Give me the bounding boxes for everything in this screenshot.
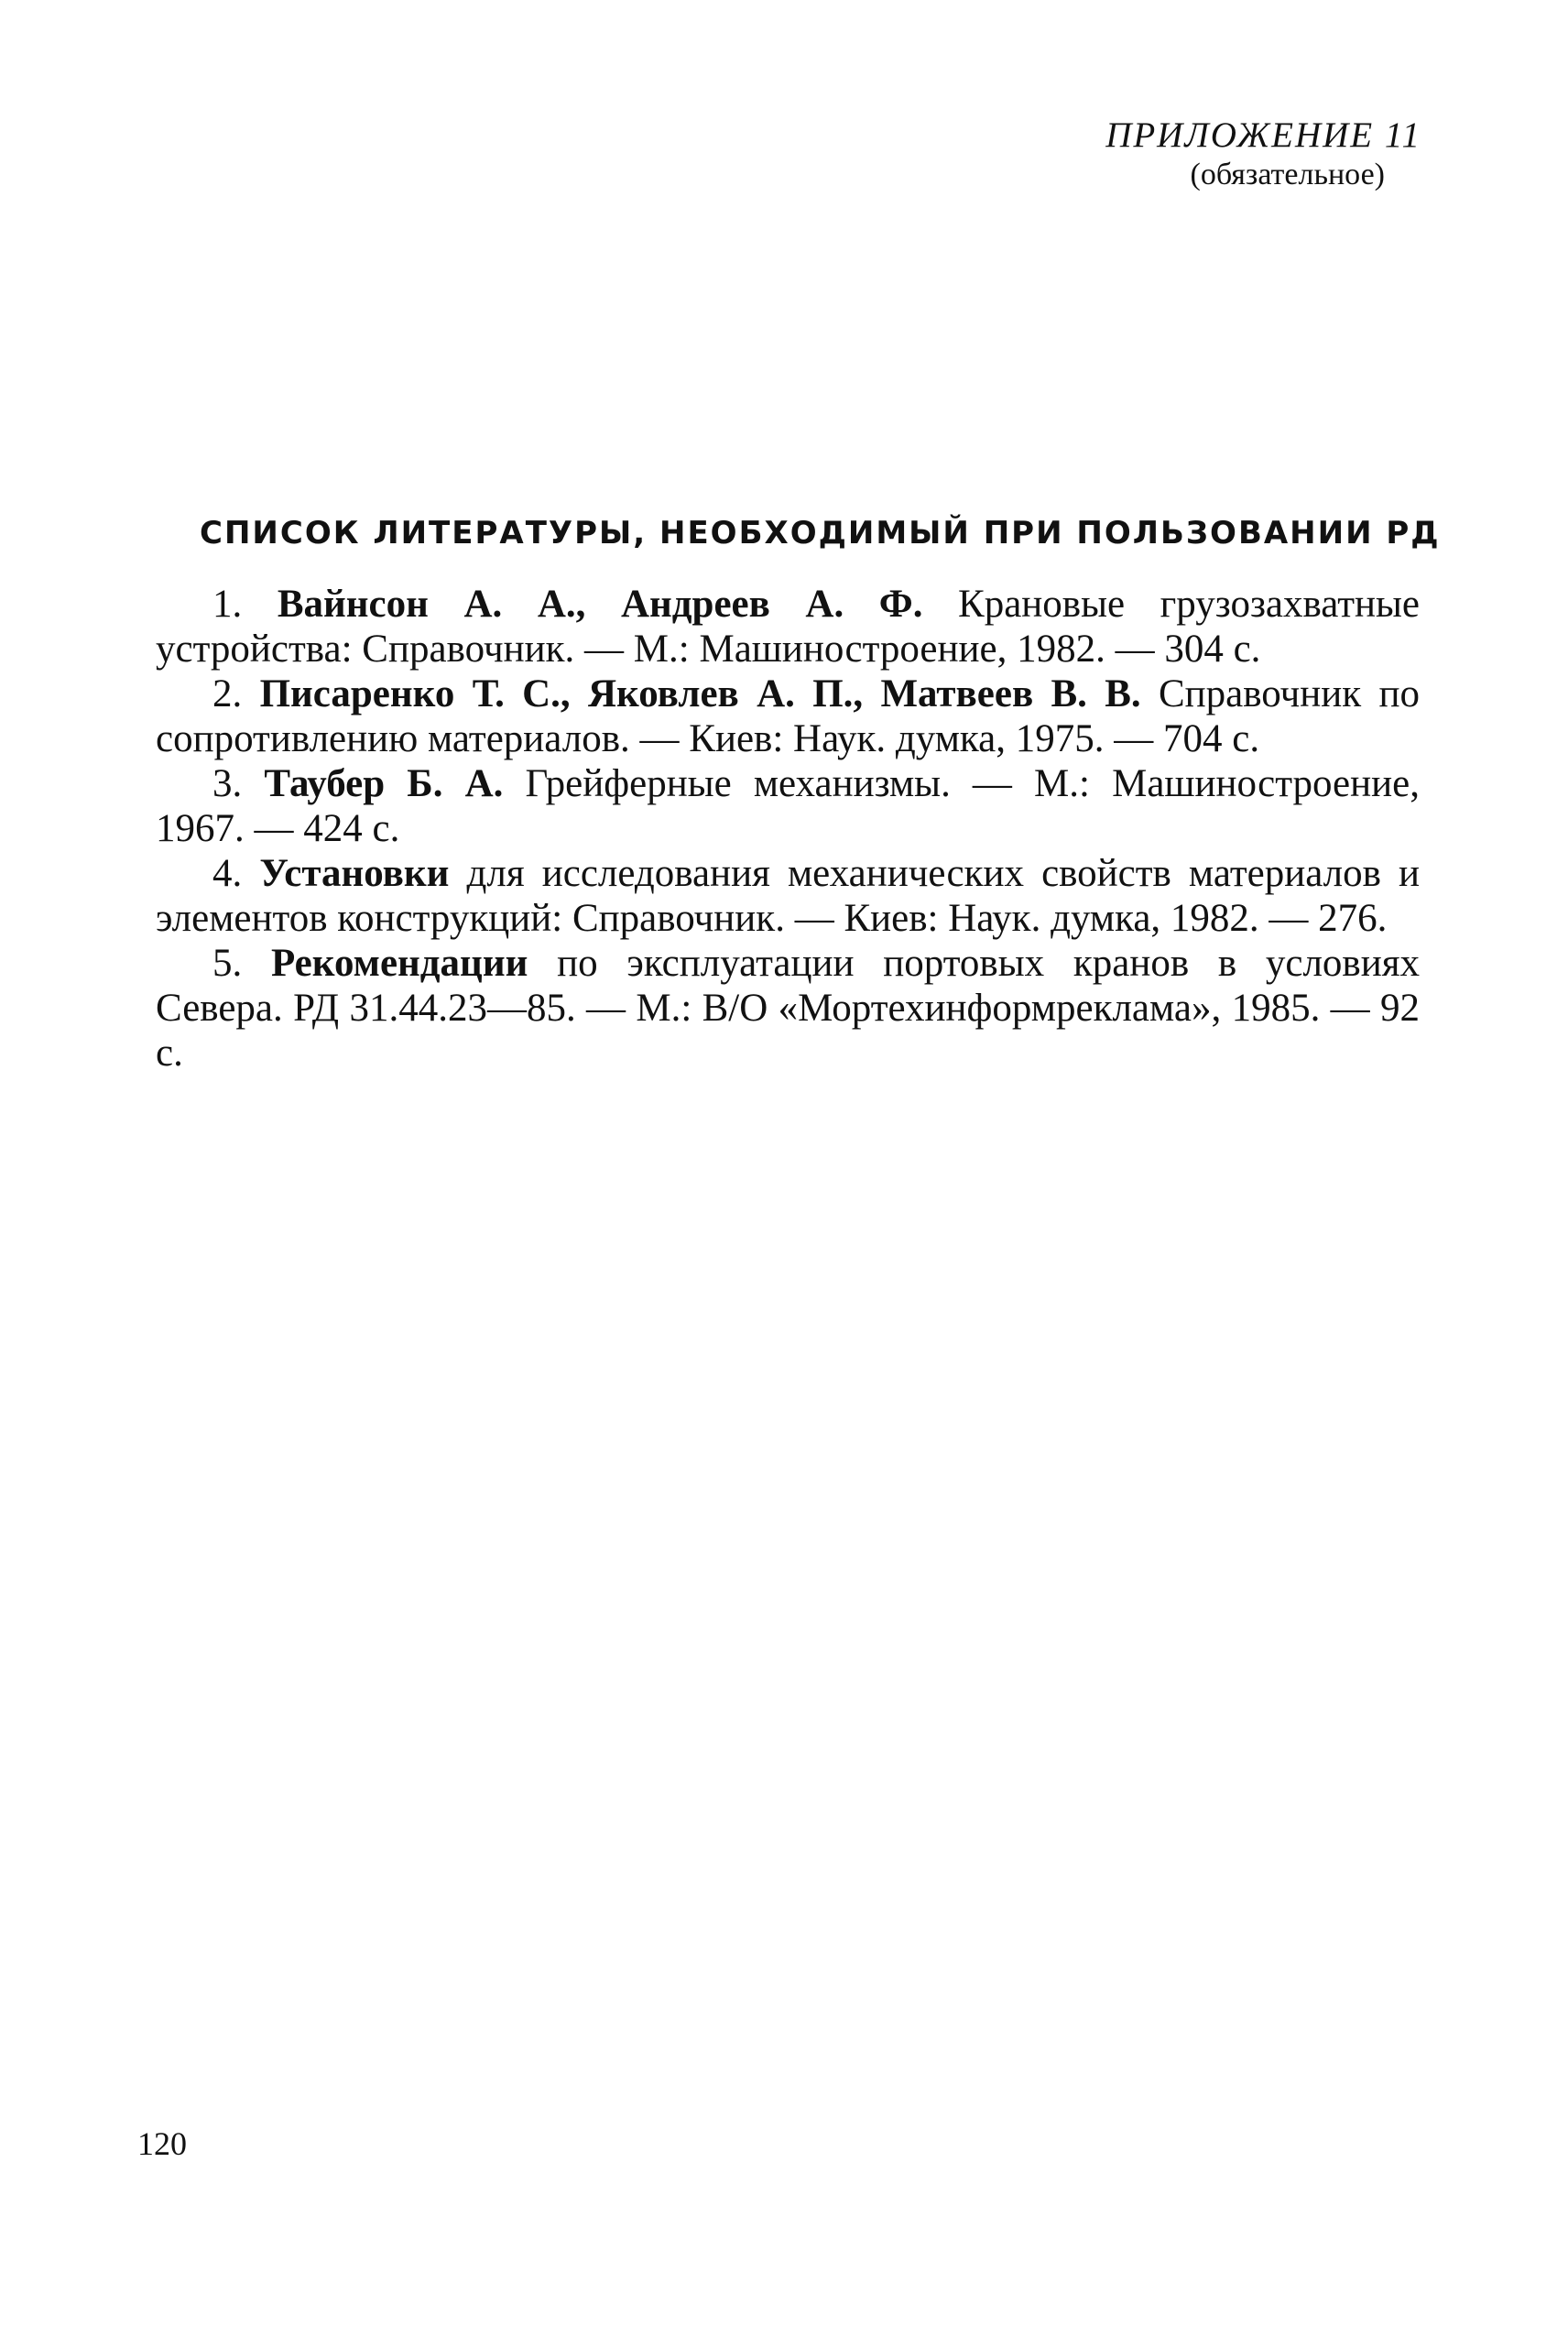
appendix-title: ПРИЛОЖЕНИЕ 11 (1105, 115, 1421, 155)
reference-item-2 (156, 672, 1420, 761)
reference-item-4 (156, 851, 1420, 941)
reference-text: Справочник по сопротивлению материалов. — Киев: Наук. думка, 1975. — 704 с. (156, 672, 1421, 760)
reference-number: 4. (212, 852, 243, 895)
reference-author: Установки (259, 852, 450, 895)
reference-item-1 (156, 582, 1420, 672)
reference-author: Писаренко Т. С., Яковлев А. П., Матвеев В. В. (259, 672, 1141, 715)
reference-text: по эксплуатации портовых кранов в условиях Севера. РД 31.44.23—85. — М.: В/О «Мортехинформреклама», 1985. — 92 с. (156, 942, 1421, 1075)
reference-author: Рекомендации (270, 942, 528, 985)
reference-number: 2. (212, 672, 243, 715)
reference-list (156, 582, 1420, 1076)
reference-text: для исследования механических свойств материалов и элементов конструкций: Справочник. — Киев: Наук. думка, 1982. — 276. (156, 852, 1421, 940)
page-number: 120 (137, 2125, 187, 2162)
reference-text: Грейферные механизмы. — М.: Машиностроение, 1967. — 424 с. (156, 762, 1421, 850)
reference-text: Крановые грузозахватные устройства: Справочник. — М.: Машиностроение, 1982. — 304 с. (156, 583, 1420, 671)
appendix-subtitle: (обязательное) (1190, 158, 1385, 191)
reference-author: Вайнсон А. А., Андреев А. Ф. (277, 583, 923, 626)
appendix-label (1105, 115, 1421, 193)
section-heading: СПИСОК ЛИТЕРАТУРЫ, НЕОБХОДИМЫЙ ПРИ ПОЛЬЗОВАНИИ РД (200, 515, 1441, 551)
reference-number: 3. (212, 762, 243, 805)
reference-item-3 (156, 761, 1420, 851)
reference-number: 1. (212, 583, 243, 626)
reference-author: Таубер Б. А. (264, 762, 504, 805)
reference-item-5 (156, 941, 1420, 1076)
reference-number: 5. (212, 942, 243, 985)
